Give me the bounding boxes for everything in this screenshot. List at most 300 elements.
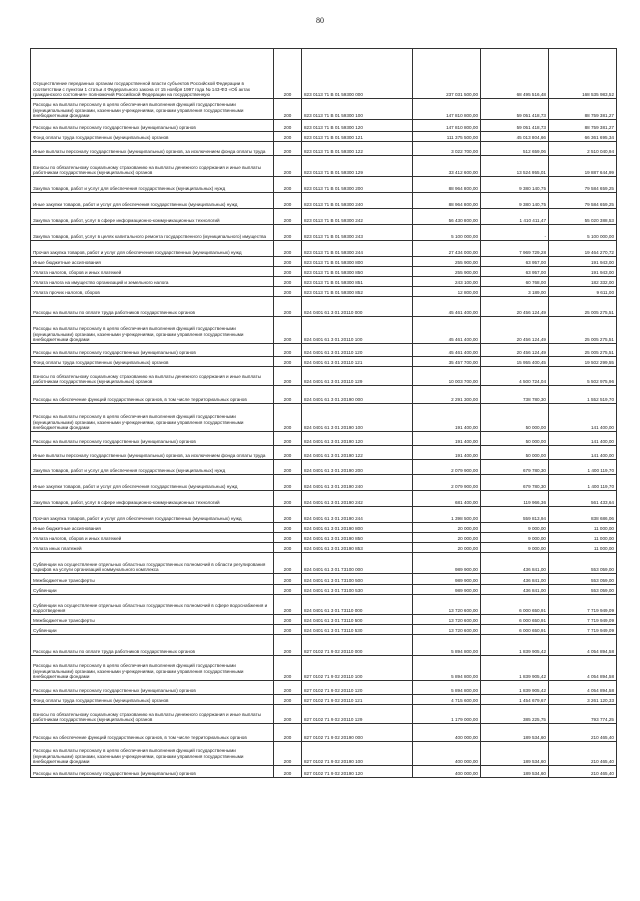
row-executed: 679 780,30 xyxy=(481,475,549,491)
row-approved: 13 720 600,00 xyxy=(413,595,481,615)
row-code: 200 xyxy=(274,120,302,132)
table-row xyxy=(31,257,617,267)
row-approved: 237 031 500,00 xyxy=(413,49,481,99)
row-name: Уплата налогов, сборов и иных платежей xyxy=(31,267,274,277)
row-approved: 5 894 800,00 xyxy=(413,635,481,656)
table-row xyxy=(31,225,617,241)
row-kbk: 823 0113 71 В 01 59300 243 xyxy=(302,225,413,241)
row-code: 200 xyxy=(274,132,302,142)
row-kbk: 823 0113 71 В 01 59300 129 xyxy=(302,156,413,177)
row-remaining: 25 005 275,51 xyxy=(549,344,617,357)
row-name: Фонд оплаты труда государственных (муниципальных) органов xyxy=(31,132,274,142)
row-name: Уплата налогов, сборов и иных платежей xyxy=(31,533,274,543)
row-executed: 189 534,60 xyxy=(481,724,549,742)
row-kbk: 823 0113 71 В 01 59300 000 xyxy=(302,49,413,99)
row-remaining: 19 502 299,55 xyxy=(549,357,617,367)
row-executed: 1 410 411,47 xyxy=(481,209,549,225)
row-name: Иные закупки товаров, работ и услуг для обеспечения государственных (муниципальных) нужд xyxy=(31,475,274,491)
row-approved: 35 457 700,00 xyxy=(413,357,481,367)
table-row xyxy=(31,367,617,386)
table-row xyxy=(31,595,617,615)
table-row xyxy=(31,404,617,432)
row-code: 200 xyxy=(274,177,302,193)
row-remaining: 4 054 894,58 xyxy=(549,635,617,656)
row-remaining: 9 611,00 xyxy=(549,287,617,297)
row-name: Субвенции xyxy=(31,585,274,595)
row-remaining: 141 400,00 xyxy=(549,446,617,460)
row-kbk: 823 0113 71 В 01 59300 850 xyxy=(302,267,413,277)
row-executed: 15 955 400,45 xyxy=(481,357,549,367)
row-name: Уплата иных платежей xyxy=(31,543,274,553)
row-code: 200 xyxy=(274,533,302,543)
table-row xyxy=(31,357,617,367)
table-row xyxy=(31,635,617,656)
row-executed: 4 500 724,04 xyxy=(481,367,549,386)
row-code: 200 xyxy=(274,705,302,724)
table-body xyxy=(31,49,617,778)
row-executed: 59 051 418,73 xyxy=(481,120,549,132)
row-approved: 111 375 500,00 xyxy=(413,132,481,142)
table-row xyxy=(31,742,617,766)
row-executed: 68 495 516,48 xyxy=(481,49,549,99)
row-name: Расходы на выплаты персоналу государственных (муниципальных) органов xyxy=(31,681,274,695)
table-row xyxy=(31,287,617,297)
row-name: Закупка товаров, работ, услуг в сфере информационно-коммуникационных технологий xyxy=(31,209,274,225)
row-kbk: 823 0113 71 В 01 59300 200 xyxy=(302,177,413,193)
row-name: Иные бюджетные ассигнования xyxy=(31,257,274,267)
table-row xyxy=(31,156,617,177)
row-name: Расходы на выплаты персоналу государственных (муниципальных) органов xyxy=(31,432,274,446)
row-code: 200 xyxy=(274,742,302,766)
row-name: Закупка товаров, работ, услуг в сфере информационно-коммуникационных технологий xyxy=(31,491,274,507)
row-kbk: 823 0113 71 В 01 59300 121 xyxy=(302,132,413,142)
table-row xyxy=(31,241,617,257)
row-approved: 191 400,00 xyxy=(413,446,481,460)
table-row xyxy=(31,317,617,344)
row-approved: 191 400,00 xyxy=(413,432,481,446)
row-approved: 33 412 600,00 xyxy=(413,156,481,177)
row-kbk: 824 0401 61 3 01 73100 500 xyxy=(302,574,413,585)
row-approved: 20 000,00 xyxy=(413,523,481,533)
row-remaining: 2 510 040,94 xyxy=(549,142,617,156)
table-row xyxy=(31,681,617,695)
row-remaining: 141 400,00 xyxy=(549,432,617,446)
row-code: 200 xyxy=(274,49,302,99)
row-code: 200 xyxy=(274,432,302,446)
row-approved: 88 964 800,00 xyxy=(413,177,481,193)
row-remaining: 11 000,00 xyxy=(549,543,617,553)
row-executed: - xyxy=(481,225,549,241)
row-remaining: 66 361 695,34 xyxy=(549,132,617,142)
row-code: 200 xyxy=(274,553,302,574)
row-executed: 6 000 650,91 xyxy=(481,595,549,615)
row-kbk: 827 0102 71 9 02 20110 000 xyxy=(302,635,413,656)
row-executed: 50 000,00 xyxy=(481,404,549,432)
row-code: 200 xyxy=(274,156,302,177)
row-remaining: 79 584 659,25 xyxy=(549,177,617,193)
row-executed: 1 454 679,67 xyxy=(481,695,549,705)
row-remaining: 553 059,00 xyxy=(549,585,617,595)
page-number: 80 xyxy=(316,16,324,25)
row-remaining: 11 000,00 xyxy=(549,533,617,543)
row-name: Иные выплаты персоналу государственных (муниципальных) органов, за исключением фонда оплаты труда xyxy=(31,142,274,156)
row-code: 200 xyxy=(274,344,302,357)
row-remaining: 19 887 644,99 xyxy=(549,156,617,177)
row-executed: 1 839 905,42 xyxy=(481,656,549,681)
row-code: 200 xyxy=(274,267,302,277)
row-name: Закупка товаров, работ и услуг для обеспечения государственных (муниципальных) нужд xyxy=(31,177,274,193)
row-remaining: 7 719 949,09 xyxy=(549,615,617,625)
row-remaining: 191 943,00 xyxy=(549,267,617,277)
row-code: 200 xyxy=(274,625,302,635)
row-code: 200 xyxy=(274,404,302,432)
row-name: Расходы на обеспечение функций государственных органов, в том числе территориальных органов xyxy=(31,724,274,742)
row-kbk: 824 0401 61 3 01 20190 120 xyxy=(302,432,413,446)
table-row xyxy=(31,142,617,156)
row-code: 200 xyxy=(274,257,302,267)
row-name: Расходы на выплаты персоналу государственных (муниципальных) органов xyxy=(31,344,274,357)
row-executed: 9 380 140,75 xyxy=(481,193,549,209)
row-kbk: 823 0113 71 В 01 59300 852 xyxy=(302,287,413,297)
row-name: Субвенции на осуществление отдельных областных государственных полномочий в сфере водоснабжения и водоотведения xyxy=(31,595,274,615)
table-row xyxy=(31,193,617,209)
row-remaining: 25 005 275,51 xyxy=(549,317,617,344)
row-kbk: 824 0401 61 3 01 20190 122 xyxy=(302,446,413,460)
row-kbk: 824 0401 61 3 01 73110 000 xyxy=(302,595,413,615)
row-name: Расходы на выплаты персоналу государственных (муниципальных) органов xyxy=(31,120,274,132)
row-remaining: 1 400 119,70 xyxy=(549,475,617,491)
row-remaining: 88 759 381,27 xyxy=(549,120,617,132)
row-approved: 400 000,00 xyxy=(413,724,481,742)
table-row xyxy=(31,267,617,277)
row-code: 200 xyxy=(274,99,302,120)
row-approved: 45 461 400,00 xyxy=(413,297,481,317)
row-name: Расходы на выплаты персоналу в целях обеспечения выполнения функций государственными (муниципальными) органами, казенными учреждениями, органами управления государственными внебюджетными фондами xyxy=(31,404,274,432)
table-row xyxy=(31,132,617,142)
row-name: Взносы по обязательному социальному страхованию на выплаты денежного содержания и иные выплаты работникам государственных (муниципальных) органов xyxy=(31,156,274,177)
row-kbk: 824 0401 61 3 01 20110 100 xyxy=(302,317,413,344)
row-code: 200 xyxy=(274,507,302,523)
row-executed: 436 841,00 xyxy=(481,553,549,574)
row-approved: 20 000,00 xyxy=(413,533,481,543)
row-remaining: 7 719 949,09 xyxy=(549,625,617,635)
row-executed: 50 000,00 xyxy=(481,446,549,460)
row-name: Расходы на обеспечение функций государственных органов, в том числе территориальных органов xyxy=(31,386,274,404)
row-approved: 5 894 800,00 xyxy=(413,656,481,681)
table-row xyxy=(31,533,617,543)
row-code: 200 xyxy=(274,297,302,317)
row-kbk: 827 0102 71 9 02 20110 120 xyxy=(302,681,413,695)
row-approved: 13 720 600,00 xyxy=(413,615,481,625)
row-executed: 1 839 905,42 xyxy=(481,635,549,656)
table-row xyxy=(31,625,617,635)
row-kbk: 823 0113 71 В 01 59300 851 xyxy=(302,277,413,287)
row-approved: 45 461 400,00 xyxy=(413,344,481,357)
row-code: 200 xyxy=(274,635,302,656)
table-row xyxy=(31,523,617,533)
row-approved: 147 810 800,00 xyxy=(413,120,481,132)
row-remaining: 19 464 270,72 xyxy=(549,241,617,257)
row-approved: 2 079 900,00 xyxy=(413,475,481,491)
row-approved: 4 715 600,00 xyxy=(413,695,481,705)
row-name: Расходы на выплаты персоналу в целях обеспечения выполнения функций государственными (муниципальными) органами, казенными учреждениями, органами управления государственными внебюджетными фондами xyxy=(31,742,274,766)
row-executed: 6 000 650,91 xyxy=(481,615,549,625)
row-kbk: 823 0113 71 В 01 59300 122 xyxy=(302,142,413,156)
row-name: Расходы на выплаты персоналу в целях обеспечения выполнения функций государственными (муниципальными) органами, казенными учреждениями, органами управления государственными внебюджетными фондами xyxy=(31,656,274,681)
row-name: Расходы на выплаты персоналу в целях обеспечения выполнения функций государственными (муниципальными) органами, казенными учреждениями, органами управления государственными внебюджетными фондами xyxy=(31,317,274,344)
row-name: Взносы по обязательному социальному страхованию на выплаты денежного содержания и иные выплаты работникам государственных (муниципальных) органов xyxy=(31,705,274,724)
row-remaining: 4 054 894,58 xyxy=(549,681,617,695)
row-name: Расходы на выплаты по оплате труда работников государственных органов xyxy=(31,297,274,317)
row-remaining: 553 059,00 xyxy=(549,574,617,585)
row-name: Уплата налога на имущество организаций и земельного налога xyxy=(31,277,274,287)
row-kbk: 827 0102 71 9 02 20190 120 xyxy=(302,766,413,778)
row-executed: 1 839 905,42 xyxy=(481,681,549,695)
table-row xyxy=(31,574,617,585)
row-code: 200 xyxy=(274,287,302,297)
row-remaining: 1 400 119,70 xyxy=(549,460,617,475)
row-executed: 436 841,00 xyxy=(481,585,549,595)
row-name: Закупка товаров, работ, услуг в целях капитального ремонта государственного (муниципального) имущества xyxy=(31,225,274,241)
table-row xyxy=(31,460,617,475)
table-row xyxy=(31,656,617,681)
row-approved: 1 179 000,00 xyxy=(413,705,481,724)
table-row xyxy=(31,432,617,446)
row-code: 200 xyxy=(274,225,302,241)
row-code: 200 xyxy=(274,446,302,460)
row-remaining: 3 261 120,33 xyxy=(549,695,617,705)
row-name: Иные выплаты персоналу государственных (муниципальных) органов, за исключением фонда оплаты труда xyxy=(31,446,274,460)
row-remaining: 5 502 975,96 xyxy=(549,367,617,386)
table-row xyxy=(31,615,617,625)
row-executed: 9 000,00 xyxy=(481,543,549,553)
row-kbk: 824 0401 61 3 01 20190 200 xyxy=(302,460,413,475)
row-kbk: 823 0113 71 В 01 59300 240 xyxy=(302,193,413,209)
row-approved: 3 022 700,00 xyxy=(413,142,481,156)
row-kbk: 823 0113 71 В 01 59300 120 xyxy=(302,120,413,132)
row-executed: 6 000 650,91 xyxy=(481,625,549,635)
row-name: Расходы на выплаты персоналу государственных (муниципальных) органов xyxy=(31,766,274,778)
row-code: 200 xyxy=(274,475,302,491)
row-executed: 385 225,75 xyxy=(481,705,549,724)
row-remaining: 4 054 894,58 xyxy=(549,656,617,681)
row-executed: 20 456 124,49 xyxy=(481,344,549,357)
table-row xyxy=(31,585,617,595)
row-executed: 3 189,00 xyxy=(481,287,549,297)
row-code: 200 xyxy=(274,277,302,287)
row-executed: 189 534,60 xyxy=(481,766,549,778)
row-code: 200 xyxy=(274,615,302,625)
table-row xyxy=(31,553,617,574)
row-kbk: 827 0102 71 9 02 20110 129 xyxy=(302,705,413,724)
row-executed: 60 768,00 xyxy=(481,277,549,287)
row-remaining: 79 584 659,25 xyxy=(549,193,617,209)
table-row xyxy=(31,99,617,120)
row-remaining: 11 000,00 xyxy=(549,523,617,533)
row-approved: 20 000,00 xyxy=(413,543,481,553)
row-name: Закупка товаров, работ и услуг для обеспечения государственных (муниципальных) нужд xyxy=(31,460,274,475)
row-remaining: 7 719 949,09 xyxy=(549,595,617,615)
row-name: Межбюджетные трансферты xyxy=(31,574,274,585)
table-row xyxy=(31,120,617,132)
row-name: Иные закупки товаров, работ и услуг для обеспечения государственных (муниципальных) нужд xyxy=(31,193,274,209)
table-row xyxy=(31,724,617,742)
row-approved: 12 800,00 xyxy=(413,287,481,297)
row-remaining: 182 332,00 xyxy=(549,277,617,287)
row-kbk: 823 0113 71 В 01 59300 100 xyxy=(302,99,413,120)
row-name: Расходы на выплаты по оплате труда работников государственных органов xyxy=(31,635,274,656)
row-kbk: 827 0102 71 9 02 20190 000 xyxy=(302,724,413,742)
row-remaining: 553 059,00 xyxy=(549,553,617,574)
table-row xyxy=(31,209,617,225)
row-name: Межбюджетные трансферты xyxy=(31,615,274,625)
row-name: Прочая закупка товаров, работ и услуг для обеспечения государственных (муниципальных) нужд xyxy=(31,241,274,257)
table-row xyxy=(31,49,617,99)
row-code: 200 xyxy=(274,681,302,695)
budget-execution-table xyxy=(30,48,617,778)
table-row xyxy=(31,446,617,460)
row-kbk: 823 0113 71 В 01 59300 244 xyxy=(302,241,413,257)
row-executed: 50 000,00 xyxy=(481,432,549,446)
row-code: 200 xyxy=(274,724,302,742)
row-kbk: 827 0102 71 9 02 20110 100 xyxy=(302,656,413,681)
row-executed: 13 524 955,01 xyxy=(481,156,549,177)
row-approved: 147 810 800,00 xyxy=(413,99,481,120)
row-kbk: 824 0401 61 3 01 20190 800 xyxy=(302,523,413,533)
row-executed: 436 841,00 xyxy=(481,574,549,585)
row-remaining: 191 943,00 xyxy=(549,257,617,267)
row-approved: 989 900,00 xyxy=(413,585,481,595)
row-approved: 989 900,00 xyxy=(413,553,481,574)
row-code: 200 xyxy=(274,367,302,386)
table-row xyxy=(31,177,617,193)
row-name: Расходы на выплаты персоналу в целях обеспечения выполнения функций государственными (муниципальными) органами, казенными учреждениями, органами управления государственными внебюджетными фондами xyxy=(31,99,274,120)
row-name: Взносы по обязательному социальному страхованию на выплаты денежного содержания и иные выплаты работникам государственных (муниципальных) органов xyxy=(31,367,274,386)
row-executed: 679 780,30 xyxy=(481,460,549,475)
table-row xyxy=(31,344,617,357)
row-approved: 13 720 600,00 xyxy=(413,625,481,635)
row-kbk: 824 0401 61 3 01 73110 500 xyxy=(302,615,413,625)
row-executed: 9 000,00 xyxy=(481,523,549,533)
table-row xyxy=(31,766,617,778)
row-approved: 989 900,00 xyxy=(413,574,481,585)
row-executed: 20 456 124,49 xyxy=(481,297,549,317)
row-code: 200 xyxy=(274,695,302,705)
row-name: Уплата прочих налогов, сборов xyxy=(31,287,274,297)
table-row xyxy=(31,543,617,553)
row-executed: 512 659,06 xyxy=(481,142,549,156)
row-executed: 559 813,94 xyxy=(481,507,549,523)
row-code: 200 xyxy=(274,595,302,615)
row-kbk: 823 0113 71 В 01 59300 242 xyxy=(302,209,413,225)
row-kbk: 827 0102 71 9 02 20110 121 xyxy=(302,695,413,705)
row-remaining: 838 686,06 xyxy=(549,507,617,523)
row-kbk: 824 0401 61 3 01 73100 530 xyxy=(302,585,413,595)
row-kbk: 824 0401 61 3 01 20190 000 xyxy=(302,386,413,404)
row-code: 200 xyxy=(274,317,302,344)
row-approved: 10 003 700,00 xyxy=(413,367,481,386)
row-name: Иные бюджетные ассигнования xyxy=(31,523,274,533)
table-row xyxy=(31,277,617,287)
row-remaining: 5 100 000,00 xyxy=(549,225,617,241)
row-approved: 45 461 400,00 xyxy=(413,317,481,344)
table-row xyxy=(31,695,617,705)
row-remaining: 1 552 519,70 xyxy=(549,386,617,404)
row-approved: 5 100 000,00 xyxy=(413,225,481,241)
row-approved: 191 400,00 xyxy=(413,404,481,432)
row-approved: 88 964 800,00 xyxy=(413,193,481,209)
row-kbk: 824 0401 61 3 01 20190 244 xyxy=(302,507,413,523)
row-kbk: 824 0401 61 3 01 20190 242 xyxy=(302,491,413,507)
row-executed: 119 966,36 xyxy=(481,491,549,507)
row-executed: 63 957,00 xyxy=(481,257,549,267)
row-name: Фонд оплаты труда государственных (муниципальных) органов xyxy=(31,357,274,367)
row-name: Субвенции на осуществление отдельных областных государственных полномочий в области регулирования тарифов на услуги организаций коммунального комплекса xyxy=(31,553,274,574)
row-executed: 59 051 418,73 xyxy=(481,99,549,120)
row-code: 200 xyxy=(274,574,302,585)
table-row xyxy=(31,491,617,507)
row-kbk: 824 0401 61 3 01 20190 240 xyxy=(302,475,413,491)
row-kbk: 824 0401 61 3 01 20190 853 xyxy=(302,543,413,553)
row-name: Фонд оплаты труда государственных (муниципальных) органов xyxy=(31,695,274,705)
row-remaining: 793 774,25 xyxy=(549,705,617,724)
row-code: 200 xyxy=(274,142,302,156)
row-kbk: 824 0401 61 3 01 73110 530 xyxy=(302,625,413,635)
row-code: 200 xyxy=(274,491,302,507)
row-approved: 2 291 300,00 xyxy=(413,386,481,404)
row-code: 200 xyxy=(274,193,302,209)
row-remaining: 210 465,40 xyxy=(549,724,617,742)
row-executed: 45 013 804,66 xyxy=(481,132,549,142)
row-kbk: 824 0401 61 3 01 73100 000 xyxy=(302,553,413,574)
row-executed: 7 969 729,28 xyxy=(481,241,549,257)
row-code: 200 xyxy=(274,766,302,778)
row-executed: 63 957,00 xyxy=(481,267,549,277)
row-remaining: 88 759 381,27 xyxy=(549,99,617,120)
row-kbk: 827 0102 71 9 02 20190 100 xyxy=(302,742,413,766)
row-approved: 56 430 800,00 xyxy=(413,209,481,225)
row-name: Субвенции xyxy=(31,625,274,635)
table-row xyxy=(31,475,617,491)
row-approved: 243 100,00 xyxy=(413,277,481,287)
row-kbk: 824 0401 61 3 01 20110 129 xyxy=(302,367,413,386)
row-code: 200 xyxy=(274,585,302,595)
row-code: 200 xyxy=(274,357,302,367)
row-name: Прочая закупка товаров, работ и услуг для обеспечения государственных (муниципальных) нужд xyxy=(31,507,274,523)
table-row xyxy=(31,386,617,404)
row-executed: 189 534,60 xyxy=(481,742,549,766)
row-remaining: 210 465,40 xyxy=(549,766,617,778)
row-code: 200 xyxy=(274,386,302,404)
row-approved: 400 000,00 xyxy=(413,766,481,778)
row-approved: 681 400,00 xyxy=(413,491,481,507)
row-remaining: 141 400,00 xyxy=(549,404,617,432)
row-kbk: 824 0401 61 3 01 20190 100 xyxy=(302,404,413,432)
row-kbk: 824 0401 61 3 01 20190 850 xyxy=(302,533,413,543)
row-name: Осуществление переданных органам государственной власти субъектов Российской Федерации в соответствии с пунктом 1 статьи 4 Федерального закона от 15 ноября 1997 года № 143-ФЗ «Об актах гражданского состояния» полномочий Российской Федерации на государственную xyxy=(31,49,274,99)
row-approved: 1 398 500,00 xyxy=(413,507,481,523)
row-executed: 9 380 140,75 xyxy=(481,177,549,193)
row-approved: 2 079 900,00 xyxy=(413,460,481,475)
row-code: 200 xyxy=(274,656,302,681)
row-code: 200 xyxy=(274,460,302,475)
row-approved: 27 434 000,00 xyxy=(413,241,481,257)
row-approved: 255 900,00 xyxy=(413,257,481,267)
table-row xyxy=(31,705,617,724)
row-remaining: 561 433,64 xyxy=(549,491,617,507)
row-kbk: 823 0113 71 В 01 59300 800 xyxy=(302,257,413,267)
table-row xyxy=(31,297,617,317)
